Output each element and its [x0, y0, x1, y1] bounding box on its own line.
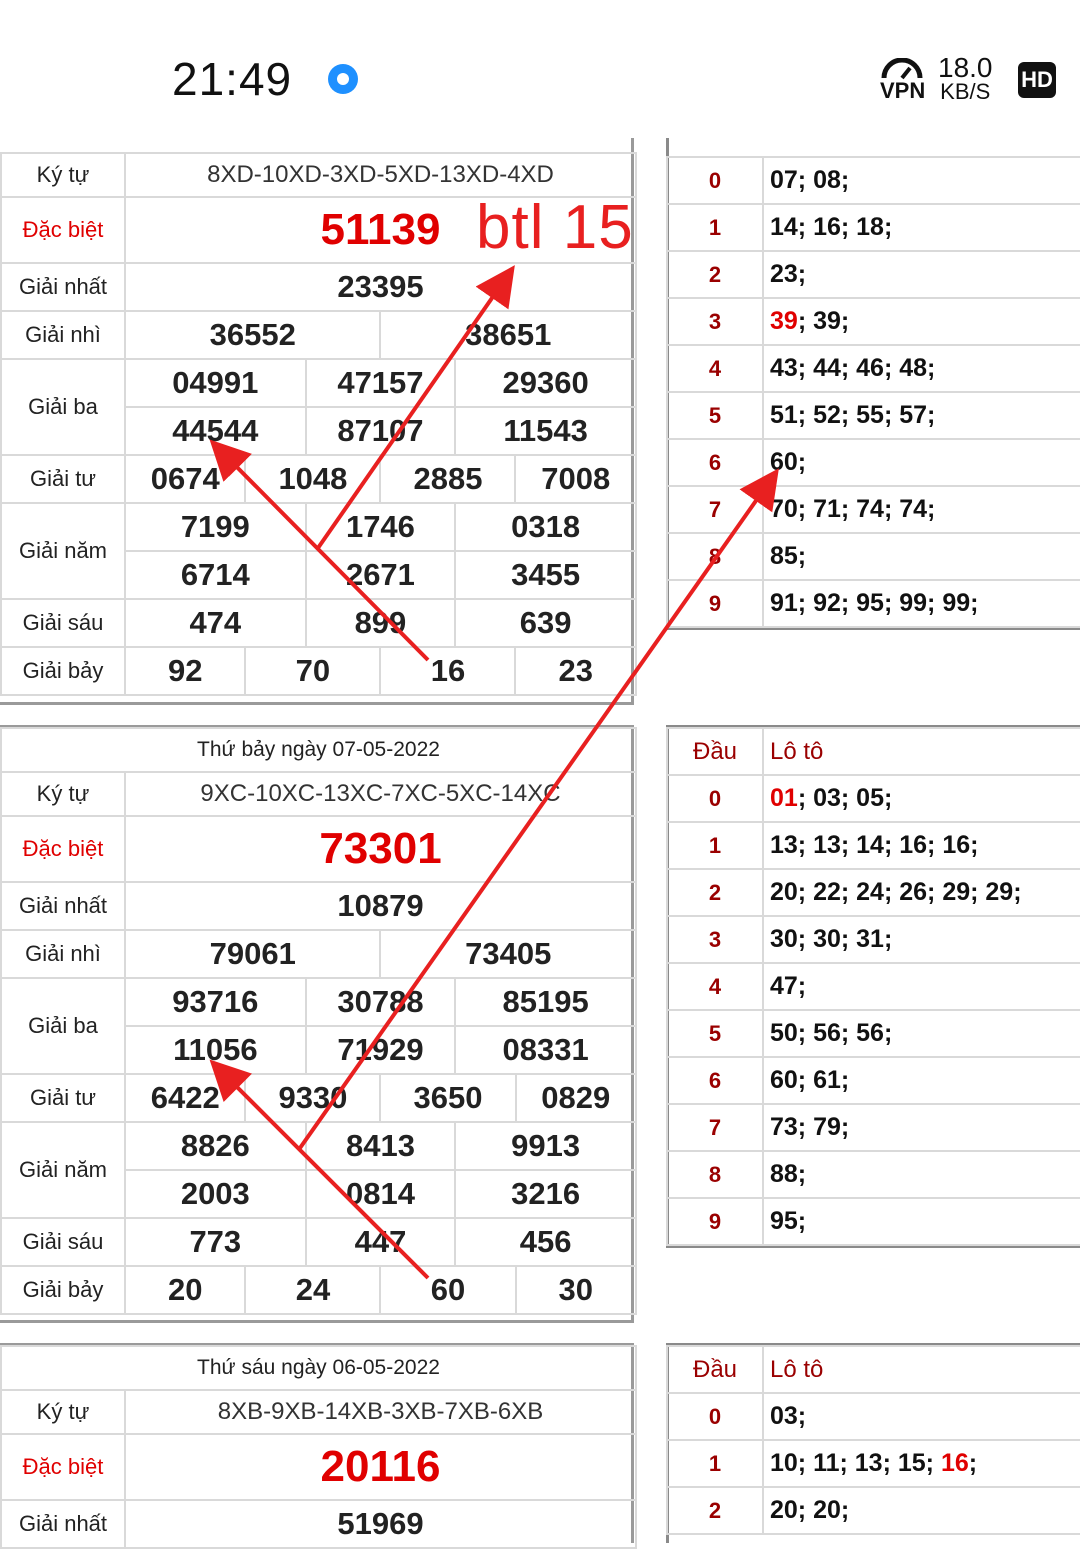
loto-row: 47;: [763, 963, 1080, 1010]
loto-row: 91; 92; 95; 99; 99;: [763, 580, 1080, 627]
giai-tu-value: 9330: [245, 1074, 380, 1122]
giai-nam-value: 0814: [306, 1170, 456, 1218]
giai-bay-value: 70: [245, 647, 380, 695]
loto-row: 88;: [763, 1151, 1080, 1198]
loto-row: 20; 22; 24; 26; 29; 29;: [763, 869, 1080, 916]
label-giai-nhat: Giải nhất: [1, 882, 125, 930]
loto-header: Lô tô: [763, 728, 1080, 775]
hd-icon: HD: [1018, 62, 1056, 98]
giai-ba-value: 85195: [455, 978, 636, 1026]
loto-highlight: 39: [770, 307, 798, 335]
label-giai-bay: Giải bảy: [1, 1266, 125, 1314]
status-bar: [0, 0, 1080, 138]
label-giai-nhat: Giải nhất: [1, 1500, 125, 1548]
dau-digit: 6: [667, 1057, 763, 1104]
giai-nam-value: 2003: [125, 1170, 306, 1218]
giai-tu-value: 0674: [125, 455, 245, 503]
giai-ba-value: 44544: [125, 407, 306, 455]
label-giai-tu: Giải tư: [1, 1074, 125, 1122]
results-table-2: [0, 727, 637, 1315]
giai-nam-value: 8413: [306, 1122, 456, 1170]
giai-nhi-value: 73405: [380, 930, 636, 978]
ky-tu-value: 8XB-9XB-14XB-3XB-7XB-6XB: [125, 1390, 636, 1434]
giai-sau-value: 456: [455, 1218, 636, 1266]
label-giai-ba: Giải ba: [1, 359, 125, 455]
giai-ba-value: 11543: [455, 407, 636, 455]
loto-row: 95;: [763, 1198, 1080, 1245]
giai-tu-value: 6422: [125, 1074, 245, 1122]
dau-digit: 6: [667, 439, 763, 486]
loto-header: Lô tô: [763, 1346, 1080, 1393]
dau-digit: 4: [667, 345, 763, 392]
dau-digit: 4: [667, 963, 763, 1010]
loto-row: 50; 56; 56;: [763, 1010, 1080, 1057]
giai-nam-value: 3216: [455, 1170, 636, 1218]
giai-nhi-value: 79061: [125, 930, 380, 978]
dau-digit: 2: [667, 251, 763, 298]
label-giai-tu: Giải tư: [1, 455, 125, 503]
loto-row: 01; 03; 05;: [763, 775, 1080, 822]
loto-row: 10; 11; 13; 15; 16;: [763, 1440, 1080, 1487]
giai-nam-value: 2671: [306, 551, 456, 599]
speed-value: 18.0: [938, 52, 993, 83]
loto-row: 30; 30; 31;: [763, 916, 1080, 963]
giai-ba-value: 04991: [125, 359, 306, 407]
ky-tu-value: 8XD-10XD-3XD-5XD-13XD-4XD: [125, 153, 636, 197]
clock: 21:49: [172, 53, 293, 105]
giai-ba-value: 08331: [455, 1026, 636, 1074]
loto-row: 70; 71; 74; 74;: [763, 486, 1080, 533]
giai-nhat-value: 10879: [125, 882, 636, 930]
giai-sau-value: 899: [306, 599, 456, 647]
dac-biet-value: 73301: [125, 816, 636, 882]
giai-nam-value: 7199: [125, 503, 306, 551]
label-ky-tu: Ký tự: [1, 1390, 125, 1434]
loto-row: 03;: [763, 1393, 1080, 1440]
label-giai-ba: Giải ba: [1, 978, 125, 1074]
giai-tu-value: 0829: [516, 1074, 636, 1122]
label-dac-biet: Đặc biệt: [1, 1434, 125, 1500]
loto-table-3: [666, 1345, 1080, 1535]
giai-tu-value: 3650: [380, 1074, 515, 1122]
label-dac-biet: Đặc biệt: [1, 197, 125, 263]
btl-annotation: btl 15: [476, 193, 634, 262]
dau-digit: 3: [667, 298, 763, 345]
dau-digit: 9: [667, 1198, 763, 1245]
loto-row: 23;: [763, 251, 1080, 298]
label-dac-biet: Đặc biệt: [1, 816, 125, 882]
dau-digit: 7: [667, 1104, 763, 1151]
dau-digit: 5: [667, 1010, 763, 1057]
dau-header: Đầu: [667, 1346, 763, 1393]
dau-digit: 3: [667, 916, 763, 963]
giai-sau-value: 773: [125, 1218, 306, 1266]
loto-row: 43; 44; 46; 48;: [763, 345, 1080, 392]
draw-title: Thứ sáu ngày 06-05-2022: [1, 1346, 636, 1390]
giai-ba-value: 29360: [455, 359, 636, 407]
dau-digit: 1: [667, 1440, 763, 1487]
giai-nhi-value: 38651: [380, 311, 636, 359]
giai-ba-value: 30788: [306, 978, 456, 1026]
loto-row: 14; 16; 18;: [763, 204, 1080, 251]
dau-digit: 8: [667, 1151, 763, 1198]
giai-nam-value: 3455: [455, 551, 636, 599]
giai-bay-value: 30: [516, 1266, 636, 1314]
giai-ba-value: 87107: [306, 407, 456, 455]
loto-row: 73; 79;: [763, 1104, 1080, 1151]
results-table-3: [0, 1345, 637, 1549]
label-giai-sau: Giải sáu: [1, 599, 125, 647]
giai-tu-value: 2885: [380, 455, 515, 503]
speed-unit: KB/S: [940, 79, 991, 104]
giai-tu-value: 7008: [515, 455, 636, 503]
loto-highlight: 16: [940, 1449, 969, 1477]
giai-bay-value: 16: [380, 647, 515, 695]
giai-nhat-value: 23395: [125, 263, 636, 311]
vpn-label: VPN: [880, 78, 926, 103]
giai-bay-value: 60: [380, 1266, 515, 1314]
giai-ba-value: 93716: [125, 978, 306, 1026]
loto-row: 20; 20;: [763, 1487, 1080, 1534]
dau-digit: 1: [667, 204, 763, 251]
label-giai-sau: Giải sáu: [1, 1218, 125, 1266]
giai-bay-value: 23: [515, 647, 636, 695]
label-giai-nhi: Giải nhì: [1, 311, 125, 359]
dac-biet-value: 51139: [125, 197, 636, 263]
draw-title: Thứ bảy ngày 07-05-2022: [1, 728, 636, 772]
giai-tu-value: 1048: [245, 455, 380, 503]
giai-ba-value: 71929: [306, 1026, 456, 1074]
dau-digit: 8: [667, 533, 763, 580]
giai-sau-value: 447: [306, 1218, 456, 1266]
giai-bay-value: 20: [125, 1266, 245, 1314]
dau-digit: 9: [667, 580, 763, 627]
label-giai-nhat: Giải nhất: [1, 263, 125, 311]
dau-digit: 2: [667, 1487, 763, 1534]
dau-header: Đầu: [667, 728, 763, 775]
label-ky-tu: Ký tự: [1, 772, 125, 816]
dau-digit: 1: [667, 822, 763, 869]
loto-table-1: [666, 156, 1080, 628]
label-giai-nam: Giải năm: [1, 503, 125, 599]
giai-bay-value: 92: [125, 647, 245, 695]
label-giai-bay: Giải bảy: [1, 647, 125, 695]
loto-row: 85;: [763, 533, 1080, 580]
loto-row: 13; 13; 14; 16; 16;: [763, 822, 1080, 869]
dau-digit: 2: [667, 869, 763, 916]
loto-row: 60; 61;: [763, 1057, 1080, 1104]
giai-nam-value: 8826: [125, 1122, 306, 1170]
dau-digit: 0: [667, 775, 763, 822]
giai-ba-value: 47157: [306, 359, 456, 407]
giai-nhi-value: 36552: [125, 311, 380, 359]
giai-bay-value: 24: [245, 1266, 380, 1314]
label-giai-nam: Giải năm: [1, 1122, 125, 1218]
network-speed: [938, 52, 993, 104]
loto-row: 60;: [763, 439, 1080, 486]
giai-ba-value: 11056: [125, 1026, 306, 1074]
dau-digit: 7: [667, 486, 763, 533]
ky-tu-value: 9XC-10XC-13XC-7XC-5XC-14XC: [125, 772, 636, 816]
loto-row: 51; 52; 55; 57;: [763, 392, 1080, 439]
dac-biet-value: 20116: [125, 1434, 636, 1500]
label-giai-nhi: Giải nhì: [1, 930, 125, 978]
giai-sau-value: 639: [455, 599, 636, 647]
label-ky-tu: Ký tự: [1, 153, 125, 197]
giai-nam-value: 6714: [125, 551, 306, 599]
dau-digit: 0: [667, 157, 763, 204]
giai-nam-value: 0318: [455, 503, 636, 551]
loto-table-2: [666, 727, 1080, 1246]
giai-nhat-value: 51969: [125, 1500, 636, 1548]
giai-nam-value: 9913: [455, 1122, 636, 1170]
dau-digit: 0: [667, 1393, 763, 1440]
dau-digit: 5: [667, 392, 763, 439]
loto-row: 07; 08;: [763, 157, 1080, 204]
loto-row: 39; 39;: [763, 298, 1080, 345]
app-dot-icon: [328, 64, 358, 94]
giai-nam-value: 1746: [306, 503, 456, 551]
loto-highlight: 01: [770, 784, 798, 812]
giai-sau-value: 474: [125, 599, 306, 647]
